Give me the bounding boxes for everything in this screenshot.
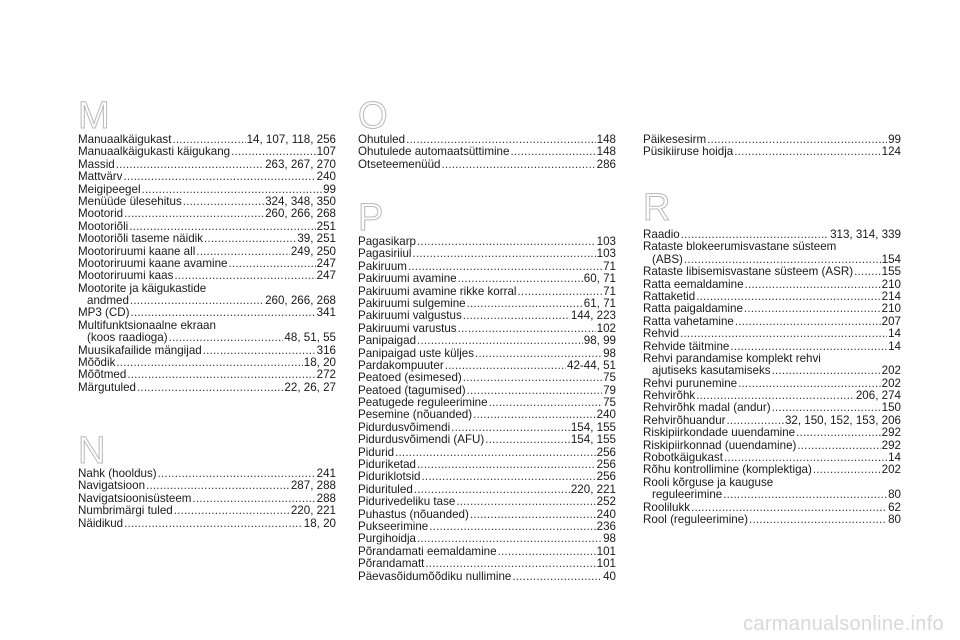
index-pages: 144, 223 xyxy=(570,309,616,323)
index-pages: 240 xyxy=(316,170,336,184)
index-term: Päevasõidumõõdiku nullimine xyxy=(358,569,512,583)
index-term: Navigatsioon xyxy=(78,479,146,493)
dot-leader xyxy=(417,335,583,347)
index-term: Ratta vahetamine xyxy=(643,314,734,328)
index-term: Panipaigad xyxy=(358,334,417,348)
index-term: Mõõdik xyxy=(78,356,116,370)
index-pages: 32, 150, 152, 153, 206 xyxy=(784,413,901,427)
dot-leader xyxy=(734,146,880,158)
dot-leader xyxy=(229,258,316,270)
index-pages: 71 xyxy=(603,284,616,298)
index-term: Riskipiirkondade uuendamine xyxy=(643,426,796,440)
index-term: Purgihoidja xyxy=(358,532,417,546)
dot-leader xyxy=(463,372,602,384)
index-term: MP3 (CD) xyxy=(78,306,130,320)
index-pages: 256 xyxy=(596,458,616,472)
index-term: Rehvide täitmine xyxy=(643,339,730,353)
index-entry xyxy=(78,505,336,517)
index-pages: 287, 288 xyxy=(290,479,336,493)
index-entry xyxy=(358,335,616,347)
index-pages: 256 xyxy=(596,445,616,459)
index-pages: 220, 221 xyxy=(570,482,616,496)
index-pages: 48, 51, 55 xyxy=(284,331,336,345)
index-pages: 247 xyxy=(316,269,336,283)
index-entry xyxy=(78,208,336,220)
index-pages: 210 xyxy=(881,302,901,316)
index-term: Piduriklotsid xyxy=(358,470,421,484)
index-pages: 79 xyxy=(603,383,616,397)
dot-leader xyxy=(744,303,881,315)
dot-leader xyxy=(723,489,887,501)
dot-leader xyxy=(116,159,264,171)
index-term: Rehvid xyxy=(643,327,680,341)
index-pages: 80 xyxy=(888,488,901,502)
index-term: reguleerimine xyxy=(652,488,723,502)
index-pages: 313, 314, 339 xyxy=(830,228,901,241)
index-pages: 155 xyxy=(881,265,901,279)
section-o-list xyxy=(358,134,616,171)
index-pages: 39, 251 xyxy=(297,232,336,246)
index-entry xyxy=(78,369,336,381)
index-entry xyxy=(358,558,616,570)
index-term: Ohutuled xyxy=(358,133,406,146)
index-pages: 260, 266, 268 xyxy=(265,294,336,308)
index-term: Mattvärv xyxy=(78,170,123,184)
index-term: Pakiruumi varustus xyxy=(358,321,457,335)
index-entry xyxy=(643,365,901,377)
index-term: Rehvi purunemine xyxy=(643,376,738,390)
index-pages: 252 xyxy=(596,495,616,509)
index-pages: 99 xyxy=(323,182,336,196)
index-term: Püsikiiruse hoidja xyxy=(643,145,734,159)
dot-leader xyxy=(510,146,595,158)
dot-leader xyxy=(456,496,595,508)
index-entry xyxy=(78,518,336,530)
index-term: Peatoed (tagumised) xyxy=(358,383,466,397)
index-entry xyxy=(358,310,616,322)
section-p-list xyxy=(358,236,616,583)
dot-leader xyxy=(458,323,596,335)
section-letter-r: R xyxy=(643,187,671,229)
index-entry xyxy=(643,489,901,501)
index-pages: 214 xyxy=(881,289,901,303)
dot-leader xyxy=(137,382,283,394)
dot-leader xyxy=(425,558,595,570)
index-entry xyxy=(358,248,616,260)
index-term: Mootoriruumi kaane all xyxy=(78,244,196,258)
index-pages: 247 xyxy=(316,256,336,270)
index-term: Riskipiirkonnad (uuendamine) xyxy=(643,438,797,452)
index-entry xyxy=(358,159,616,171)
index-term: Mootoriruumi kaas xyxy=(78,269,174,283)
index-pages: 22, 26, 27 xyxy=(284,380,336,394)
index-term: Manuaalkäigukasti käigukang xyxy=(78,145,231,159)
index-pages: 341 xyxy=(316,306,336,320)
index-term: Rataste blokeerumisvastane süsteem xyxy=(643,240,837,254)
dot-leader xyxy=(498,546,596,558)
index-pages: 292 xyxy=(881,426,901,440)
index-term: Pidurdusvõimendi xyxy=(358,420,451,434)
index-term: Pagasiriiul xyxy=(358,247,412,261)
index-pages: 101 xyxy=(596,544,616,558)
index-entry xyxy=(78,233,336,245)
index-term: Ohutulede automaatsüttimine xyxy=(358,145,510,159)
index-pages: 14, 107, 118, 256 xyxy=(246,133,336,146)
dot-leader xyxy=(463,310,570,322)
index-term: Mootoriruumi kaane avamine xyxy=(78,256,228,270)
index-pages: 286 xyxy=(596,157,616,171)
dot-leader xyxy=(473,409,596,421)
dot-leader xyxy=(183,196,264,208)
index-entry xyxy=(358,146,616,158)
index-term: Ratta paigaldamine xyxy=(643,302,743,316)
index-term: Märgutuled xyxy=(78,380,137,394)
index-term: Rool (reguleerimine) xyxy=(643,512,749,526)
index-term: Rõhu kontrollimine (komplektiga) xyxy=(643,463,812,477)
index-entry xyxy=(358,434,616,446)
index-pages: 154, 155 xyxy=(570,433,616,447)
index-pages: 102 xyxy=(596,321,616,335)
section-r-list xyxy=(643,229,901,526)
index-term: Ratta eemaldamine xyxy=(643,277,744,291)
index-term: Pagasikarp xyxy=(358,235,417,248)
dot-leader xyxy=(707,134,887,146)
dot-leader xyxy=(169,332,284,344)
index-term: Pakiruumi avamine xyxy=(358,272,457,286)
index-pages: 42-44, 51 xyxy=(567,358,616,372)
dot-leader xyxy=(417,459,596,471)
index-entry xyxy=(78,480,336,492)
index-term: Massid xyxy=(78,157,115,171)
dot-leader xyxy=(745,279,881,291)
index-term: Meigipeegel xyxy=(78,182,141,196)
index-pages: 210 xyxy=(881,277,901,291)
index-pages: 206, 274 xyxy=(855,389,901,403)
index-entry xyxy=(358,471,616,483)
index-term: (ABS) xyxy=(652,252,683,266)
index-pages: 103 xyxy=(596,247,616,261)
dot-leader xyxy=(203,345,316,357)
index-entry xyxy=(643,241,901,253)
index-entry xyxy=(78,270,336,282)
index-entry xyxy=(78,382,336,394)
index-entry xyxy=(643,316,901,328)
index-pages: 202 xyxy=(881,376,901,390)
index-entry xyxy=(643,402,901,414)
index-pages: 256 xyxy=(596,470,616,484)
index-entry xyxy=(643,328,901,340)
index-pages: 202 xyxy=(881,463,901,477)
index-entry xyxy=(358,409,616,421)
index-entry xyxy=(358,533,616,545)
section-p2-list xyxy=(643,134,901,159)
dot-leader xyxy=(796,427,881,439)
dot-leader xyxy=(442,159,596,171)
index-term: Pakiruumi avamine rikke korral xyxy=(358,284,517,298)
section-letter-o: O xyxy=(358,95,388,137)
index-pages: 240 xyxy=(596,408,616,422)
index-pages: 251 xyxy=(316,219,336,233)
index-pages: 107 xyxy=(316,145,336,159)
dot-leader xyxy=(130,295,264,307)
index-term: Peatugede reguleerimine xyxy=(358,396,488,410)
dot-leader xyxy=(174,505,290,517)
section-letter-n: N xyxy=(78,430,106,472)
dot-leader xyxy=(797,440,880,452)
index-pages: 148 xyxy=(596,133,616,146)
index-pages: 14 xyxy=(888,451,901,465)
dot-leader xyxy=(124,518,303,530)
dot-leader xyxy=(231,146,316,158)
dot-leader xyxy=(467,298,583,310)
index-term: Raadio xyxy=(643,228,680,241)
index-term: Pidurituled xyxy=(358,482,413,496)
index-term: ajutiseks kasutamiseks xyxy=(652,364,771,378)
index-term: Nahk (hooldus) xyxy=(78,467,157,480)
index-pages: 75 xyxy=(603,396,616,410)
dot-leader xyxy=(813,464,881,476)
index-pages: 14 xyxy=(888,327,901,341)
dot-leader xyxy=(413,248,596,260)
dot-leader xyxy=(417,533,602,545)
dot-leader xyxy=(417,236,596,248)
index-term: Numbrimärgi tuled xyxy=(78,504,173,518)
index-term: Otseteemenüüd xyxy=(358,157,441,171)
index-pages: 71 xyxy=(603,259,616,273)
section-n-list xyxy=(78,468,336,530)
index-pages: 148 xyxy=(596,145,616,159)
index-term: Muusikafailide mängijad xyxy=(78,343,202,357)
index-pages: 272 xyxy=(316,368,336,382)
index-pages: 260, 266, 268 xyxy=(265,207,336,221)
section-letter-p: P xyxy=(358,197,384,239)
index-term: Pidurdusvõimendi (AFU) xyxy=(358,433,485,447)
index-pages: 249, 250 xyxy=(290,244,336,258)
index-term: Navigatsioonisüsteem xyxy=(78,491,192,505)
dot-leader xyxy=(131,307,316,319)
index-pages: 202 xyxy=(881,364,901,378)
index-entry xyxy=(78,171,336,183)
index-term: Multifunktsionaalne ekraan xyxy=(78,318,216,332)
index-entry xyxy=(78,146,336,158)
index-pages: 316 xyxy=(316,343,336,357)
index-term: Mootorid xyxy=(78,207,124,221)
section-m-list xyxy=(78,134,336,394)
index-term: Rattaketid xyxy=(643,289,696,303)
dot-leader xyxy=(485,434,570,446)
index-term: Robotkäigukast xyxy=(643,451,723,465)
section-letter-m: M xyxy=(78,95,110,137)
index-entry xyxy=(78,307,336,319)
index-term: Pardakompuuter xyxy=(358,358,444,372)
index-entry xyxy=(643,146,901,158)
index-term: Pakiruumi valgustus xyxy=(358,309,462,323)
index-term: Panipaigad uste küljes xyxy=(358,346,475,360)
index-entry xyxy=(358,571,616,583)
index-term: Rehvirõhk madal (andur) xyxy=(643,401,771,415)
index-term: Piduriketad xyxy=(358,458,417,472)
dot-leader xyxy=(116,357,302,369)
index-term: Mootoriõli xyxy=(78,219,129,233)
dot-leader xyxy=(512,571,602,583)
dot-leader xyxy=(680,328,887,340)
index-entry xyxy=(78,345,336,357)
dot-leader xyxy=(489,397,603,409)
index-pages: 14 xyxy=(888,339,901,353)
index-entry xyxy=(643,514,901,526)
index-pages: 60, 71 xyxy=(583,272,616,286)
index-pages: 75 xyxy=(603,371,616,385)
index-pages: 324, 348, 350 xyxy=(265,194,336,208)
index-term: Manuaalkäigukast xyxy=(78,133,172,146)
index-pages: 18, 20 xyxy=(303,516,336,530)
index-term: Rehvirõhk xyxy=(643,389,696,403)
index-entry xyxy=(358,372,616,384)
index-pages: 150 xyxy=(881,401,901,415)
index-pages: 124 xyxy=(881,145,901,159)
index-entry xyxy=(643,427,901,439)
dot-leader xyxy=(204,233,296,245)
index-entry xyxy=(358,273,616,285)
dot-leader xyxy=(124,208,264,220)
index-term: Näidikud xyxy=(78,516,124,530)
index-pages: 236 xyxy=(596,519,616,533)
index-pages: 18, 20 xyxy=(303,356,336,370)
index-entry xyxy=(358,496,616,508)
index-pages: 154, 155 xyxy=(570,420,616,434)
index-term: Peatoed (esimesed) xyxy=(358,371,462,385)
dot-leader xyxy=(127,369,315,381)
index-pages: 98, 99 xyxy=(583,334,616,348)
index-term: Päikesesirm xyxy=(643,133,707,146)
dot-leader xyxy=(146,480,290,492)
index-pages: 154 xyxy=(881,252,901,266)
dot-leader xyxy=(445,360,566,372)
index-term: Rehvi parandamise komplekt rehvi xyxy=(643,351,821,365)
dot-leader xyxy=(458,273,583,285)
index-pages: 263, 267, 270 xyxy=(265,157,336,171)
index-pages: 40 xyxy=(603,569,616,583)
index-pages: 99 xyxy=(888,133,901,146)
dot-leader xyxy=(749,514,887,526)
index-term: Mootoriõli taseme näidik xyxy=(78,232,204,246)
index-term: Pidurivedeliku tase xyxy=(358,495,456,509)
dot-leader xyxy=(422,471,596,483)
index-term: Põrandamati eemaldamine xyxy=(358,544,497,558)
dot-leader xyxy=(174,270,315,282)
index-term: Pukseerimine xyxy=(358,519,429,533)
dot-leader xyxy=(854,266,881,278)
index-pages: 207 xyxy=(881,314,901,328)
index-term: Pakiruumi sulgemine xyxy=(358,296,466,310)
dot-leader xyxy=(429,521,595,533)
dot-leader xyxy=(735,316,881,328)
dot-leader xyxy=(395,447,596,459)
dot-leader xyxy=(772,365,881,377)
index-term: Rooli kõrguse ja kauguse xyxy=(643,475,774,489)
index-entry xyxy=(643,464,901,476)
index-entry xyxy=(643,266,901,278)
index-pages: 98 xyxy=(603,532,616,546)
index-term: Mootorite ja käigukastide xyxy=(78,281,207,295)
index-pages: 61, 71 xyxy=(583,296,616,310)
index-pages: 288 xyxy=(316,491,336,505)
index-pages: 62 xyxy=(888,500,901,514)
index-term: Mõõtmed xyxy=(78,368,127,382)
index-term: Menüüde ülesehitus xyxy=(78,194,182,208)
index-pages: 241 xyxy=(316,467,336,480)
index-entry xyxy=(78,332,336,344)
index-pages: 80 xyxy=(888,512,901,526)
index-term: Pakiruum xyxy=(358,259,407,273)
index-term: (koos raadioga) xyxy=(87,331,168,345)
index-term: andmed xyxy=(87,294,129,308)
index-term: Põrandamatt xyxy=(358,557,425,571)
index-term: Rehvirõhuandur xyxy=(643,413,726,427)
index-term: Puhastus (nõuanded) xyxy=(358,507,469,521)
index-entry xyxy=(643,303,901,315)
index-term: Rataste libisemisvastane süsteem (ASR) xyxy=(643,265,854,279)
index-term: Roolilukk xyxy=(643,500,691,514)
dot-leader xyxy=(123,171,315,183)
index-term: Pesemine (nõuanded) xyxy=(358,408,473,422)
index-pages: 103 xyxy=(596,235,616,248)
index-term: Pidurid xyxy=(358,445,395,459)
index-pages: 220, 221 xyxy=(290,504,336,518)
index-pages: 101 xyxy=(596,557,616,571)
index-pages: 292 xyxy=(881,438,901,452)
index-pages: 240 xyxy=(596,507,616,521)
dot-leader xyxy=(772,402,881,414)
index-pages: 98 xyxy=(603,346,616,360)
dot-leader xyxy=(470,509,596,521)
watermark: carmanualsonline.info xyxy=(743,613,944,635)
